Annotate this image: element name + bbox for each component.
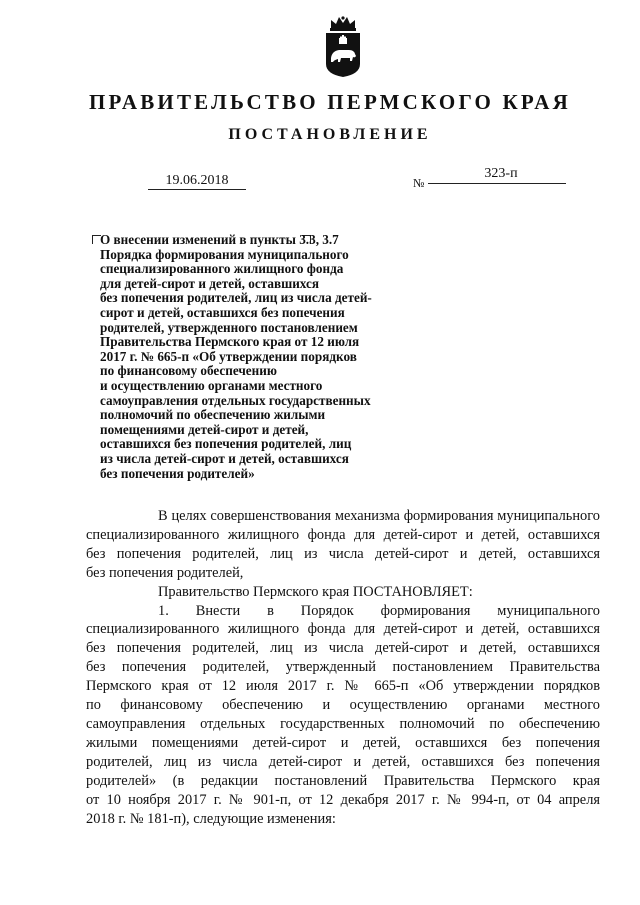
body-line: 2018 г. № 181-п), следующие изменения:	[86, 810, 336, 827]
preamble-paragraph	[86, 507, 600, 583]
document-number: 323-п	[428, 166, 566, 184]
body-line: 1. Внести в Порядок формирования муниципального	[158, 602, 600, 619]
title-line: по финансовому обеспечению	[100, 363, 277, 379]
title-line: без попечения родителей»	[100, 465, 255, 481]
body-line: без попечения родителей,	[86, 564, 244, 581]
title-line: для детей-сирот и детей, оставшихся	[100, 275, 320, 291]
government-name: ПРАВИТЕЛЬСТВО ПЕРМСКОГО КРАЯ	[88, 90, 571, 114]
body-line: специализированного жилищного фонда для детей-сирот и детей, оставшихся	[86, 526, 600, 543]
title-line: О внесении изменений в пункты 3.3, 3.7	[100, 232, 339, 247]
title-line: Правительства Пермского края от 12 июля	[100, 334, 360, 350]
title-line: и осуществлению органами местного	[100, 377, 323, 393]
body-line: специализированного жилищного фонда для детей-сирот и детей, оставшихся	[86, 621, 600, 638]
document-type: ПОСТАНОВЛЕНИЕ	[228, 126, 432, 143]
coat-of-arms-icon	[322, 14, 364, 78]
clause-1-paragraph	[86, 602, 600, 829]
body-line: без попечения родителей, лиц из числа детей-сирот и детей, оставшихся	[86, 545, 600, 562]
title-line: без попечения родителей, лиц из числа детей-	[100, 290, 372, 306]
title-line: специализированного жилищного фонда	[100, 261, 344, 277]
body-line: самоуправления отдельных государственных полномочий по обеспечению	[86, 715, 600, 732]
title-line: Порядка формирования муниципального	[100, 246, 349, 262]
body-line: без попечения родителей, лиц из числа детей-сирот и детей, оставшихся	[86, 640, 600, 657]
body-line: Пермского края от 12 июля 2017 г. № 665-п «Об утверждении порядков	[86, 678, 600, 695]
title-line: самоуправления отдельных государственных	[100, 392, 371, 408]
title-line: оставшихся без попечения родителей, лиц	[100, 436, 352, 452]
title-line: помещениями детей-сирот и детей,	[100, 421, 309, 437]
body-line: от 10 ноября 2017 г. № 901-п, от 12 декабря 2017 г. № 994-п, от 04 апреля	[86, 791, 600, 808]
body-line: по финансовому обеспечению и осуществлению органами местного	[86, 697, 600, 714]
body-line: родителей, лиц из числа детей-сирот и детей, оставшихся без попечения	[86, 753, 600, 770]
body-line: Правительство Пермского края ПОСТАНОВЛЯЕТ:	[158, 583, 473, 600]
title-line: 2017 г. № 665-п «Об утверждении порядков	[100, 348, 357, 364]
resolution-paragraph	[86, 583, 600, 602]
body-line: жилыми помещениями детей-сирот и детей, оставшихся без попечения	[86, 734, 600, 751]
title-line: из числа детей-сирот и детей, оставшихся	[100, 450, 349, 466]
title-line: сирот и детей, оставшихся без попечения	[100, 304, 345, 320]
number-sign: №	[413, 176, 425, 190]
document-date: 19.06.2018	[148, 173, 246, 190]
document-title	[100, 233, 420, 481]
title-line: родителей, утвержденного постановлением	[100, 319, 358, 335]
title-line: полномочий по обеспечению жилыми	[100, 407, 326, 423]
body-line: В целях совершенствования механизма формирования муниципального	[158, 508, 600, 524]
document-body	[86, 507, 600, 828]
body-line: без попечения родителей, утвержденный постановлением Правительства	[86, 659, 600, 676]
body-line: родителей» (в редакции постановлений Правительства Пермского края	[86, 772, 600, 789]
